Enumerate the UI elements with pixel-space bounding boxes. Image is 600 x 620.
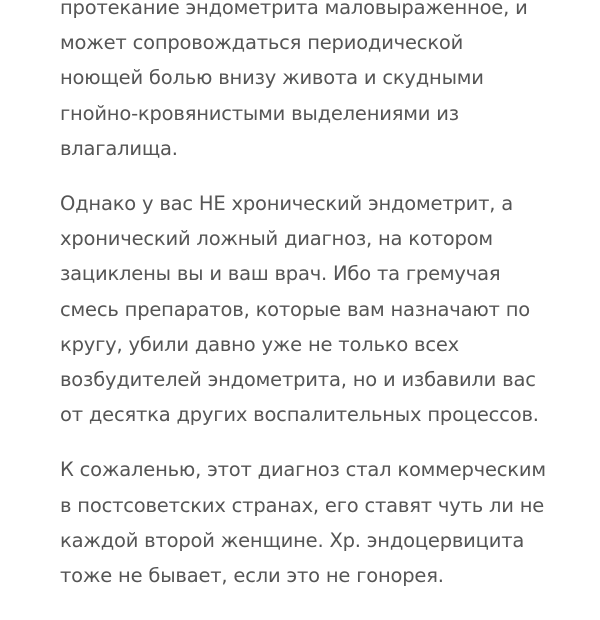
- text-line: тоже не бывает, если это не гонорея.: [60, 564, 444, 588]
- text-line: К сожаленью, этот диагноз стал коммерческим: [60, 458, 546, 482]
- text-line: может сопровождаться периодической: [60, 31, 464, 55]
- text-line: в постсоветских странах, его ставят чуть ли не: [60, 493, 545, 517]
- text-line: Однако у вас НЕ хронический эндометрит, а: [60, 192, 514, 216]
- text-line: возбудителей эндометрита, но и избавили вас: [60, 368, 536, 392]
- text-line: зациклены вы и ваш врач. Ибо та гремучая: [60, 262, 501, 286]
- text-line: ноющей болью внизу живота и скудными: [60, 66, 484, 90]
- text-line: каждой второй женщине. Хр. эндоцервицита: [60, 528, 525, 552]
- article-body: [60, 0, 550, 613]
- text-line: хронический ложный диагноз, на котором: [60, 227, 493, 251]
- paragraph-1: [60, 0, 550, 166]
- text-line: влагалища.: [60, 136, 178, 160]
- text-line: смесь препаратов, которые вам назначают по: [60, 297, 530, 321]
- text-line: от десятка других воспалительных процессов.: [60, 403, 539, 427]
- text-line: кругу, убили давно уже не только всех: [60, 332, 460, 356]
- paragraph-3: [60, 452, 550, 593]
- text-line: протекание эндометрита маловыраженное, и: [60, 0, 528, 19]
- paragraph-2: [60, 186, 550, 432]
- text-line: гнойно-кровянистыми выделениями из: [60, 101, 459, 125]
